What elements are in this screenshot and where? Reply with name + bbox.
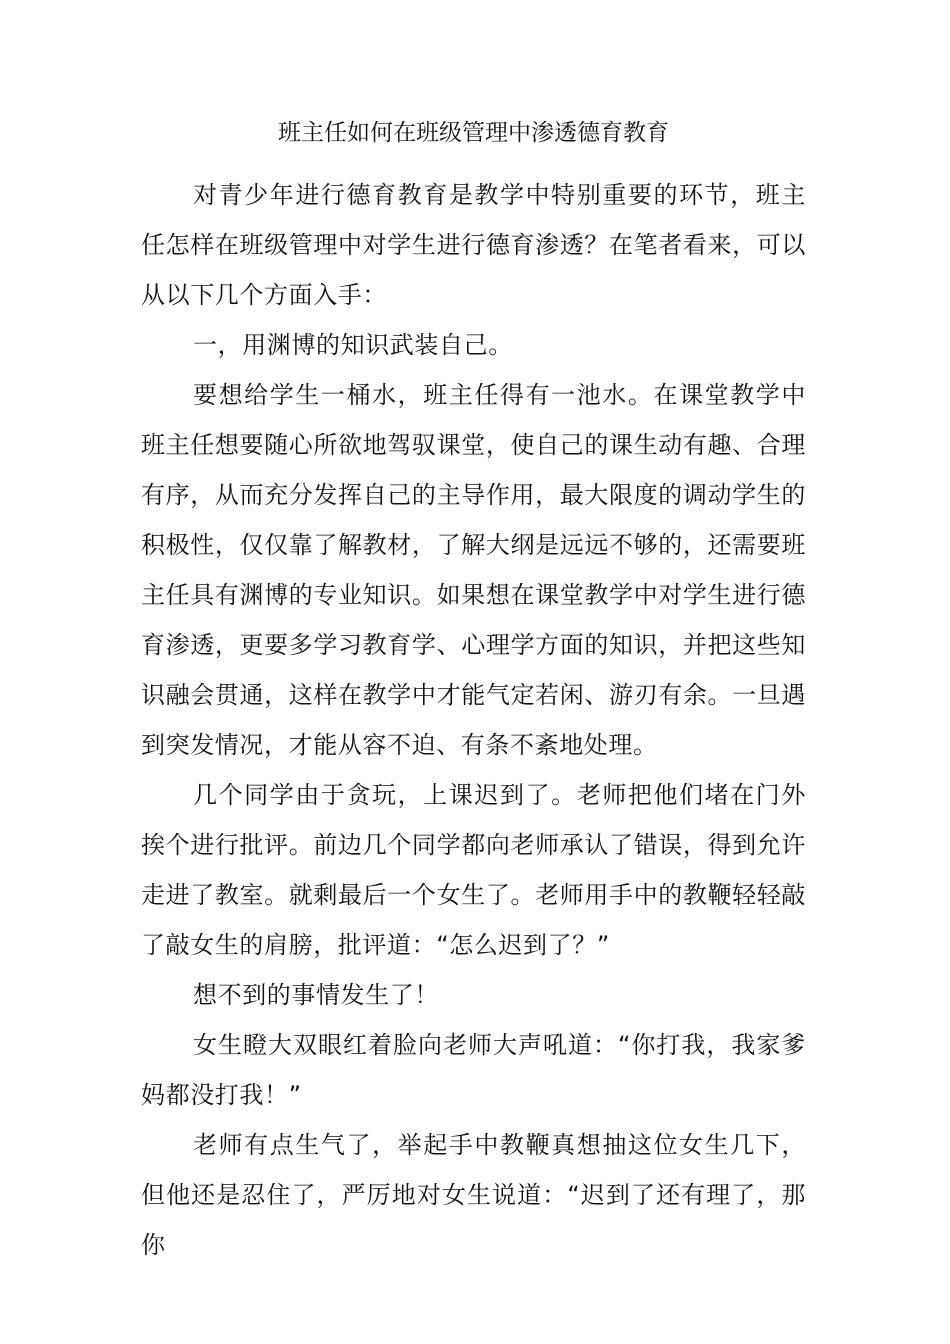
paragraph-knowledge: 要想给学生一桶水，班主任得有一池水。在课堂教学中班主任想要随心所欲地驾驭课堂，使自己的课生动有趣、合理有序，从而充分发挥自己的主导作用，最大限度的调动学生的积极性，仅仅靠了解教材，了解大纲是远远不够的，还需要班主任具有渊博的专业知识。如果想在课堂教学中对学生进行德育渗透，更要多学习教育学、心理学方面的知识，并把这些知识融会贯通，这样在教学中才能气定若闲、游刃有余。一旦遇到突发情况，才能从容不迫、有条不紊地处理。 — [141, 381, 806, 759]
paragraph-story-unexpected: 想不到的事情发生了！ — [193, 981, 439, 1009]
paragraph-story-girl: 女生瞪大双眼红着脸向老师大声吼道：“你打我，我家爹妈都没打我！” — [141, 1031, 806, 1109]
paragraph-intro: 对青少年进行德育教育是教学中特别重要的环节，班主任怎样在班级管理中对学生进行德育渗透？在笔者看来，可以从以下几个方面入手： — [141, 181, 806, 309]
document-body — [141, 110, 806, 1270]
paragraph-section-heading: 一，用渊博的知识武装自己。 — [193, 331, 513, 359]
document-title: 班主任如何在班级管理中渗透德育教育 — [278, 120, 669, 146]
paragraph-story-teacher: 老师有点生气了，举起手中教鞭真想抽这位女生几下，但他还是忍住了，严厉地对女生说道：“迟到了还有理了，那你 — [141, 1131, 806, 1259]
paragraph-story-late: 几个同学由于贪玩，上课迟到了。老师把他们堵在门外挨个进行批评。前边几个同学都向老师承认了错误，得到允许走进了教室。就剩最后一个女生了。老师用手中的教鞭轻轻敲了敲女生的肩膀，批评道：“怎么迟到了？” — [141, 781, 806, 959]
